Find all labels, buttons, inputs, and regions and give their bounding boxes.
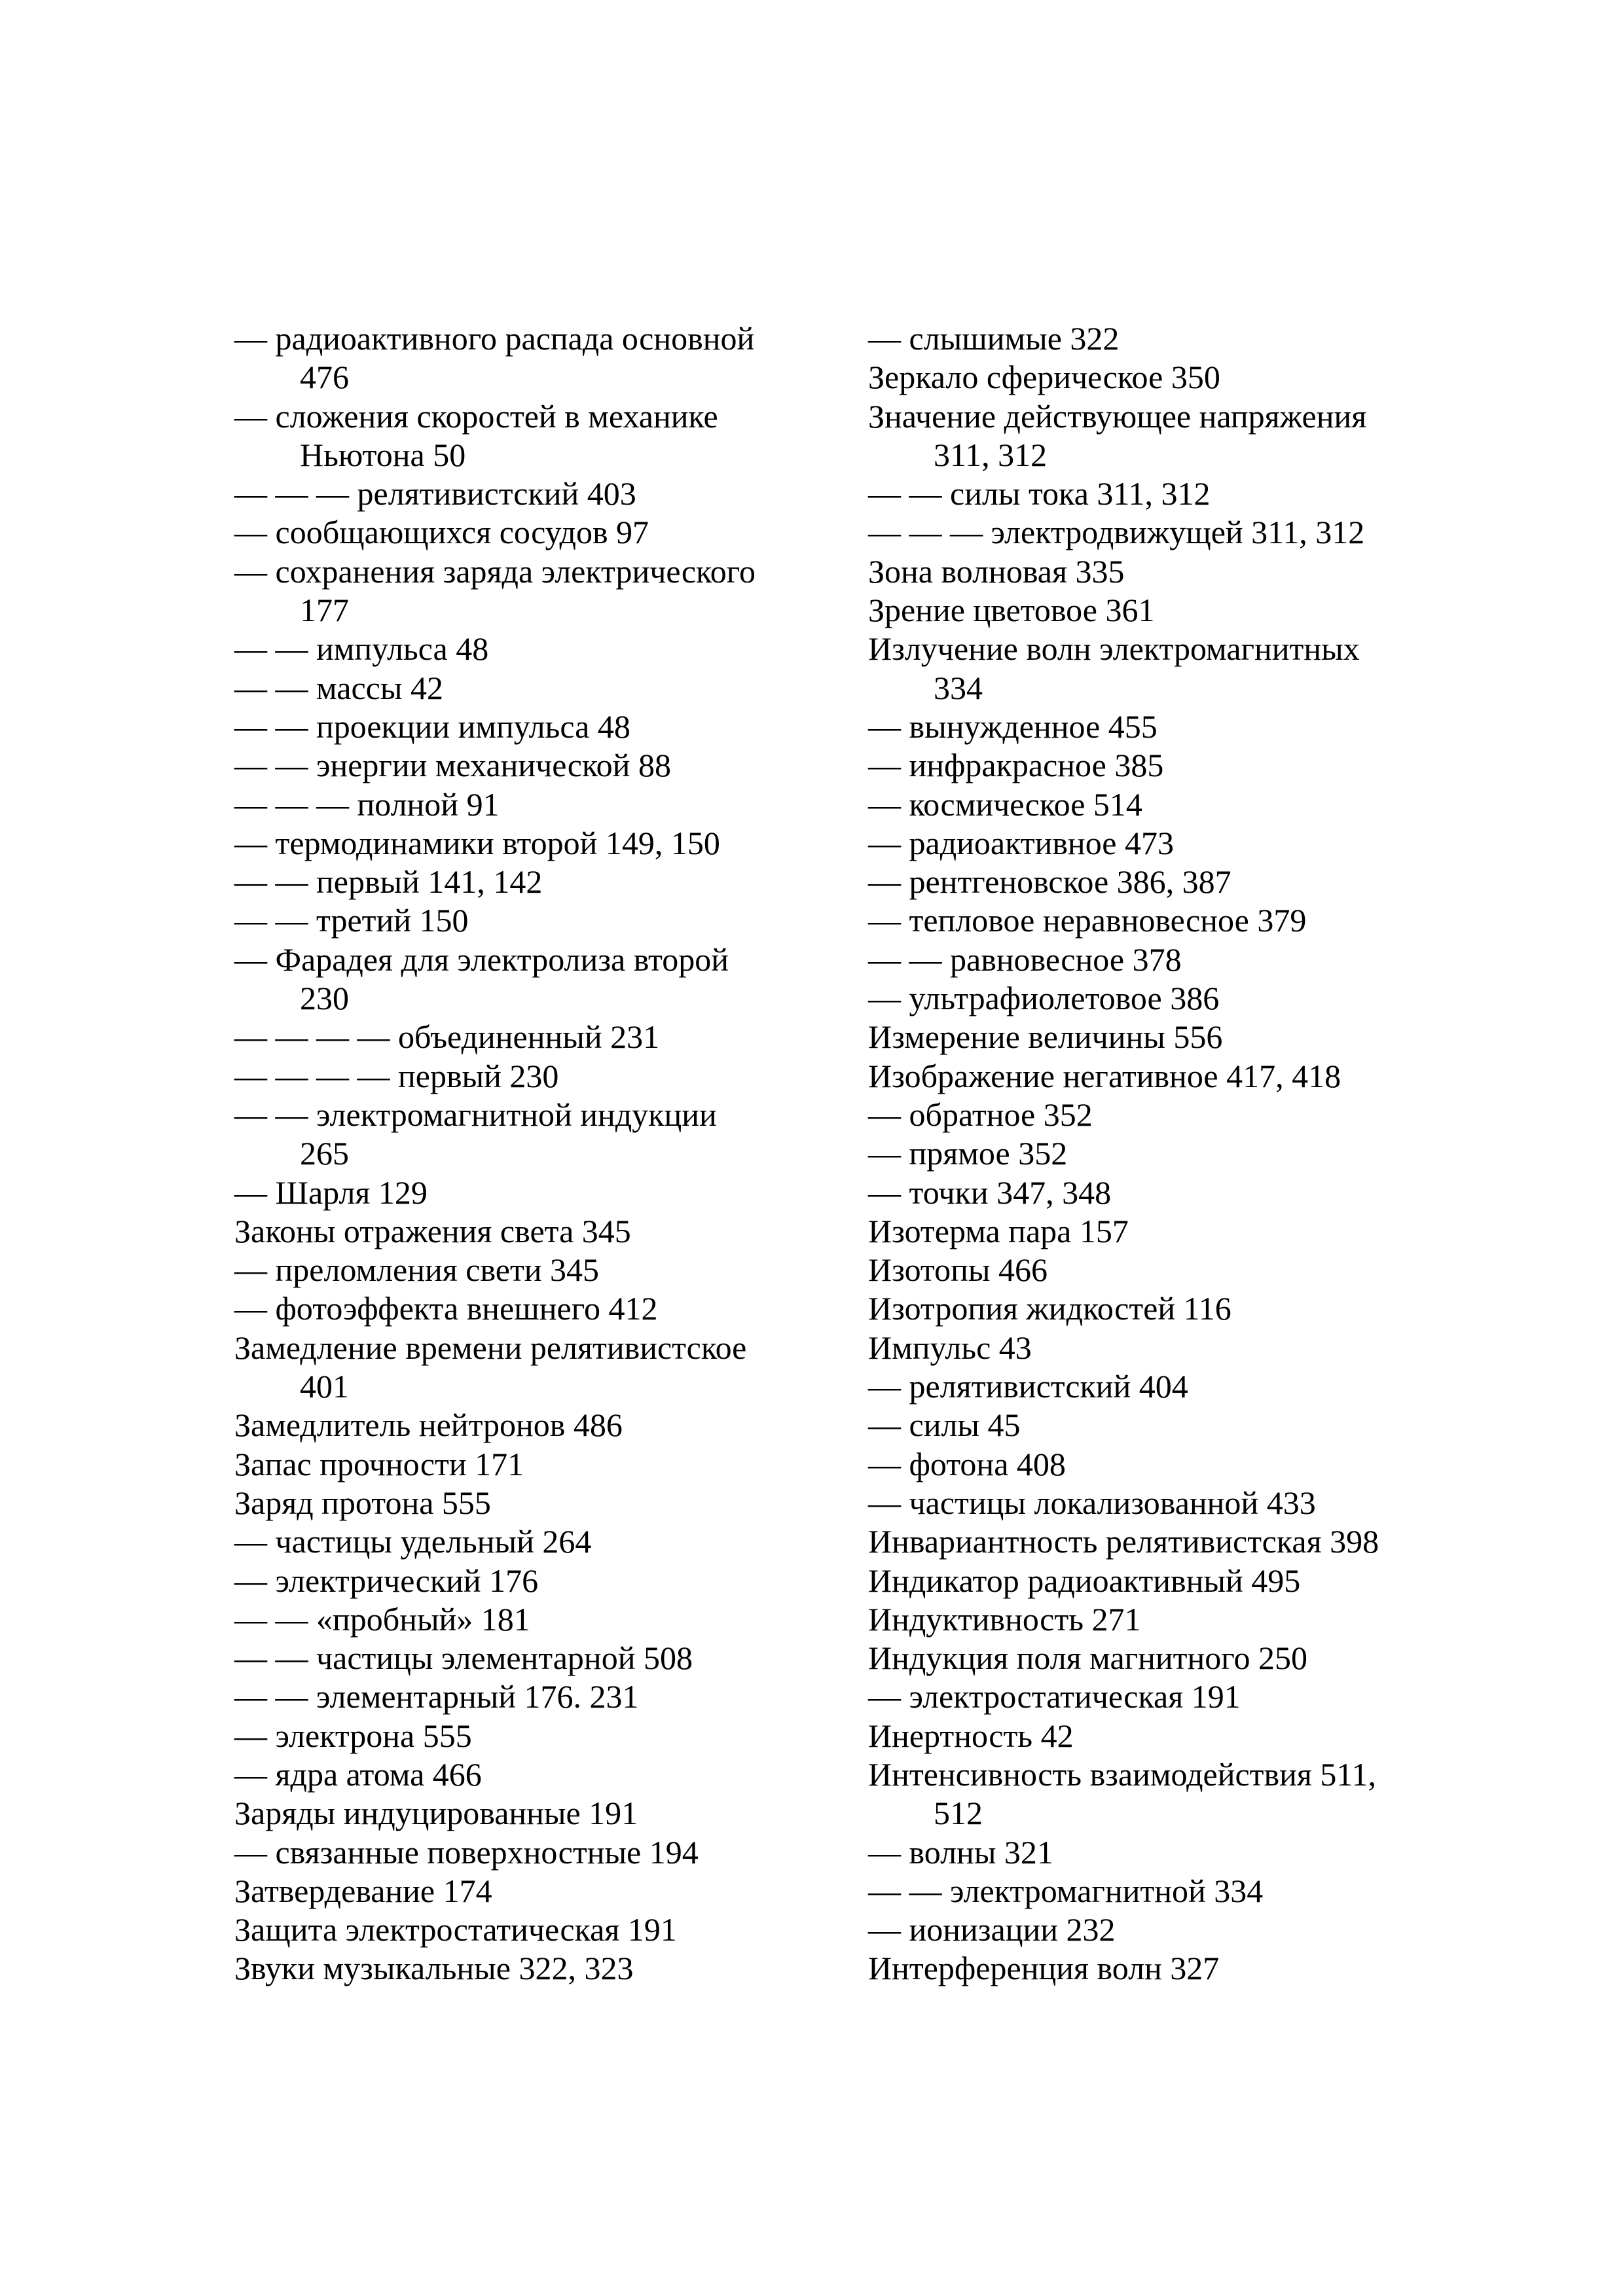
index-entry <box>868 1949 1379 1988</box>
index-entry <box>868 1174 1379 1212</box>
index-entry-text: Излучение волн электромагнитных <box>868 630 1360 668</box>
index-entry <box>868 319 1379 358</box>
index-entry <box>868 863 1379 901</box>
index-entry <box>234 1872 756 1910</box>
index-entry <box>234 1949 756 1988</box>
index-entry-continuation: 476 <box>300 359 349 396</box>
index-entry <box>868 513 1379 552</box>
index-entry-text: — электростатическая 191 <box>868 1678 1241 1715</box>
index-entry <box>868 1445 1379 1484</box>
index-entry-text: — — частицы элементарной 508 <box>234 1640 693 1677</box>
index-entry <box>234 1057 756 1096</box>
index-entry <box>234 901 756 940</box>
index-entry-text: Запас прочности 171 <box>234 1445 524 1482</box>
index-entry <box>234 746 756 785</box>
index-entry-text: — — — релятивистский 403 <box>234 475 636 512</box>
index-entry-text: — — проекции импульса 48 <box>234 708 630 745</box>
index-entry-text: — слышимые 322 <box>868 320 1120 357</box>
index-entry-text: Интерференция волн 327 <box>868 1950 1220 1987</box>
index-entry-text: — сложения скоростей в механике <box>234 397 718 435</box>
index-entry <box>234 1251 756 1289</box>
index-entry-text: — ионизации 232 <box>868 1911 1116 1948</box>
index-entry <box>868 1639 1379 1677</box>
index-entry-text: Индукция поля магнитного 250 <box>868 1640 1308 1677</box>
index-entry <box>234 1639 756 1677</box>
index-entry-text: — — третий 150 <box>234 902 469 939</box>
index-entry <box>868 1677 1379 1716</box>
index-entry-text: Изотропия жидкостей 116 <box>868 1290 1231 1327</box>
index-entry-text: Заряд протона 555 <box>234 1484 491 1521</box>
index-entry-text: — — — — первый 230 <box>234 1057 559 1094</box>
index-entry <box>234 669 756 708</box>
index-entry <box>234 1289 756 1328</box>
index-entry-text: — электрона 555 <box>234 1717 472 1754</box>
index-entry-text: Импульс 43 <box>868 1329 1032 1366</box>
index-entry-text: — преломления свети 345 <box>234 1251 600 1289</box>
index-entry-text: — термодинамики второй 149, 150 <box>234 824 720 861</box>
index-entry <box>234 1329 756 1407</box>
index-entry-text: Зона волновая 335 <box>868 552 1125 590</box>
index-entry-text: — волны 321 <box>868 1833 1053 1871</box>
index-entry <box>868 746 1379 785</box>
index-entry-text: — ультрафиолетовое 386 <box>868 980 1220 1017</box>
index-entry-text: Инвариантность релятивистская 398 <box>868 1523 1379 1560</box>
index-entry <box>868 1522 1379 1561</box>
index-entry-text: — — — электродвижущей 311, 312 <box>868 514 1365 551</box>
index-entry <box>234 552 756 630</box>
index-entry <box>234 1562 756 1600</box>
index-entry-text: Зрение цветовое 361 <box>868 592 1155 629</box>
index-entry-text: — Шарля 129 <box>234 1174 428 1211</box>
index-entry <box>234 941 756 1018</box>
index-entry <box>234 1522 756 1561</box>
index-entry-continuation: 177 <box>300 592 349 629</box>
index-entry-text: Замедлитель нейтронов 486 <box>234 1407 623 1444</box>
index-entry-text: — электрический 176 <box>234 1562 539 1599</box>
index-entry <box>234 1794 756 1833</box>
index-entry <box>234 513 756 552</box>
index-entry-text: — силы 45 <box>868 1407 1021 1444</box>
index-entry-text: Интенсивность взаимодействия 511, <box>868 1755 1377 1793</box>
index-entry-text: Индикатор радиоактивный 495 <box>868 1562 1301 1599</box>
index-column-left <box>234 319 756 1988</box>
index-entry-text: — радиоактивное 473 <box>868 824 1174 861</box>
index-entry-text: — — «пробный» 181 <box>234 1600 530 1638</box>
index-entry-text: — тепловое неравновесное 379 <box>868 902 1307 939</box>
index-entry-text: — — — полной 91 <box>234 785 500 823</box>
index-entry-text: Изотерма пара 157 <box>868 1212 1129 1249</box>
index-entry <box>868 708 1379 746</box>
index-entry-text: — — электромагнитной 334 <box>868 1872 1264 1909</box>
index-entry <box>868 1562 1379 1600</box>
index-entry-text: Значение действующее напряжения <box>868 397 1367 435</box>
index-entry <box>868 1872 1379 1910</box>
index-entry <box>234 1717 756 1755</box>
index-entry <box>868 1406 1379 1444</box>
index-entry <box>868 591 1379 630</box>
index-entry <box>234 319 756 397</box>
index-entry <box>234 630 756 668</box>
index-entry-text: — — — — объединенный 231 <box>234 1018 660 1056</box>
index-entry <box>234 1445 756 1484</box>
index-entry <box>868 1367 1379 1406</box>
index-entry <box>234 708 756 746</box>
index-entry <box>234 863 756 901</box>
index-entry-text: — — равновесное 378 <box>868 941 1182 978</box>
index-entry <box>868 358 1379 397</box>
index-entry <box>234 1484 756 1522</box>
index-entry-text: — — элементарный 176. 231 <box>234 1678 639 1715</box>
index-entry <box>868 1018 1379 1056</box>
index-entry-text: Изображение негативное 417, 418 <box>868 1057 1341 1094</box>
index-entry-text: Изотопы 466 <box>868 1251 1048 1289</box>
index-entry-text: — — силы тока 311, 312 <box>868 475 1211 512</box>
index-entry-text: — фотоэффекта внешнего 412 <box>234 1290 658 1327</box>
index-entry-continuation: Ньютона 50 <box>300 436 466 473</box>
index-entry <box>868 552 1379 591</box>
index-entry <box>868 1057 1379 1096</box>
index-entry-text: — точки 347, 348 <box>868 1174 1112 1211</box>
index-entry <box>868 1251 1379 1289</box>
index-entry <box>234 1018 756 1056</box>
index-entry-text: Защита электростатическая 191 <box>234 1911 677 1948</box>
index-entry <box>868 941 1379 979</box>
index-entry-text: — прямое 352 <box>868 1135 1068 1172</box>
index-entry-text: — ядра атома 466 <box>234 1755 482 1793</box>
index-entry-text: — сохранения заряда электрического <box>234 552 756 590</box>
index-entry-continuation: 334 <box>934 669 983 706</box>
index-entry-text: — релятивистский 404 <box>868 1368 1188 1405</box>
index-entry <box>234 1677 756 1716</box>
index-entry-text: — сообщающихся сосудов 97 <box>234 514 649 551</box>
index-entry <box>868 1134 1379 1173</box>
index-entry <box>868 1212 1379 1251</box>
index-entry-text: — радиоактивного распада основной <box>234 320 755 357</box>
index-entry-text: — рентгеновское 386, 387 <box>868 863 1231 901</box>
index-entry-text: Замедление времени релятивистское <box>234 1329 747 1366</box>
index-entry-text: — обратное 352 <box>868 1096 1093 1133</box>
index-entry-text: Затвердевание 174 <box>234 1872 492 1909</box>
index-entry-text: — — энергии механической 88 <box>234 747 671 784</box>
index-entry-text: Инертность 42 <box>868 1717 1074 1754</box>
index-entry <box>868 1289 1379 1328</box>
index-entry-continuation: 230 <box>300 980 349 1017</box>
index-entry-text: — частицы локализованной 433 <box>868 1484 1316 1521</box>
index-entry-text: Индуктивность 271 <box>868 1600 1141 1638</box>
index-entry <box>234 1755 756 1794</box>
index-entry <box>868 1329 1379 1367</box>
index-entry <box>234 824 756 863</box>
index-entry <box>868 630 1379 708</box>
index-entry-text: Законы отражения света 345 <box>234 1212 631 1249</box>
index-entry-continuation: 401 <box>300 1368 349 1405</box>
index-entry <box>234 1833 756 1872</box>
index-entry <box>234 1910 756 1949</box>
index-entry <box>868 475 1379 513</box>
index-entry-text: Зеркало сферическое 350 <box>868 359 1220 396</box>
index-entry <box>868 1096 1379 1134</box>
index-entry <box>868 1910 1379 1949</box>
index-entry-text: — Фарадея для электролиза второй <box>234 941 729 978</box>
index-entry-continuation: 311, 312 <box>934 436 1048 473</box>
index-entry-continuation: 512 <box>934 1795 983 1832</box>
index-entry <box>868 785 1379 824</box>
index-entry <box>868 397 1379 475</box>
index-entry-text: Заряды индуцированные 191 <box>234 1795 638 1832</box>
index-entry-text: — — массы 42 <box>234 669 443 706</box>
index-entry-text: — частицы удельный 264 <box>234 1523 592 1560</box>
index-entry <box>868 1484 1379 1522</box>
index-entry <box>234 785 756 824</box>
index-column-right <box>868 319 1379 1988</box>
index-entry <box>234 1096 756 1174</box>
index-entry <box>868 1833 1379 1872</box>
index-entry-text: — инфракрасное 385 <box>868 747 1164 784</box>
index-entry <box>868 901 1379 940</box>
index-entry <box>868 1717 1379 1755</box>
index-entry-text: — — электромагнитной индукции <box>234 1096 717 1133</box>
index-entry-text: Звуки музыкальные 322, 323 <box>234 1950 634 1987</box>
index-entry-text: — космическое 514 <box>868 785 1142 823</box>
index-entry-text: Измерение величины 556 <box>868 1018 1223 1056</box>
index-entry <box>868 979 1379 1018</box>
index-entry <box>868 1755 1379 1833</box>
index-entry <box>234 1406 756 1444</box>
index-entry-text: — фотона 408 <box>868 1445 1066 1482</box>
index-entry-continuation: 265 <box>300 1135 349 1172</box>
index-entry <box>234 1174 756 1212</box>
index-entry-text: — — первый 141, 142 <box>234 863 543 901</box>
index-entry <box>868 824 1379 863</box>
index-entry-text: — связанные поверхностные 194 <box>234 1833 699 1871</box>
index-entry-text: — — импульса 48 <box>234 630 489 668</box>
index-entry <box>234 475 756 513</box>
index-entry <box>868 1600 1379 1639</box>
index-entry <box>234 1212 756 1251</box>
index-entry-text: — вынужденное 455 <box>868 708 1158 745</box>
index-entry <box>234 1600 756 1639</box>
index-entry <box>234 397 756 475</box>
